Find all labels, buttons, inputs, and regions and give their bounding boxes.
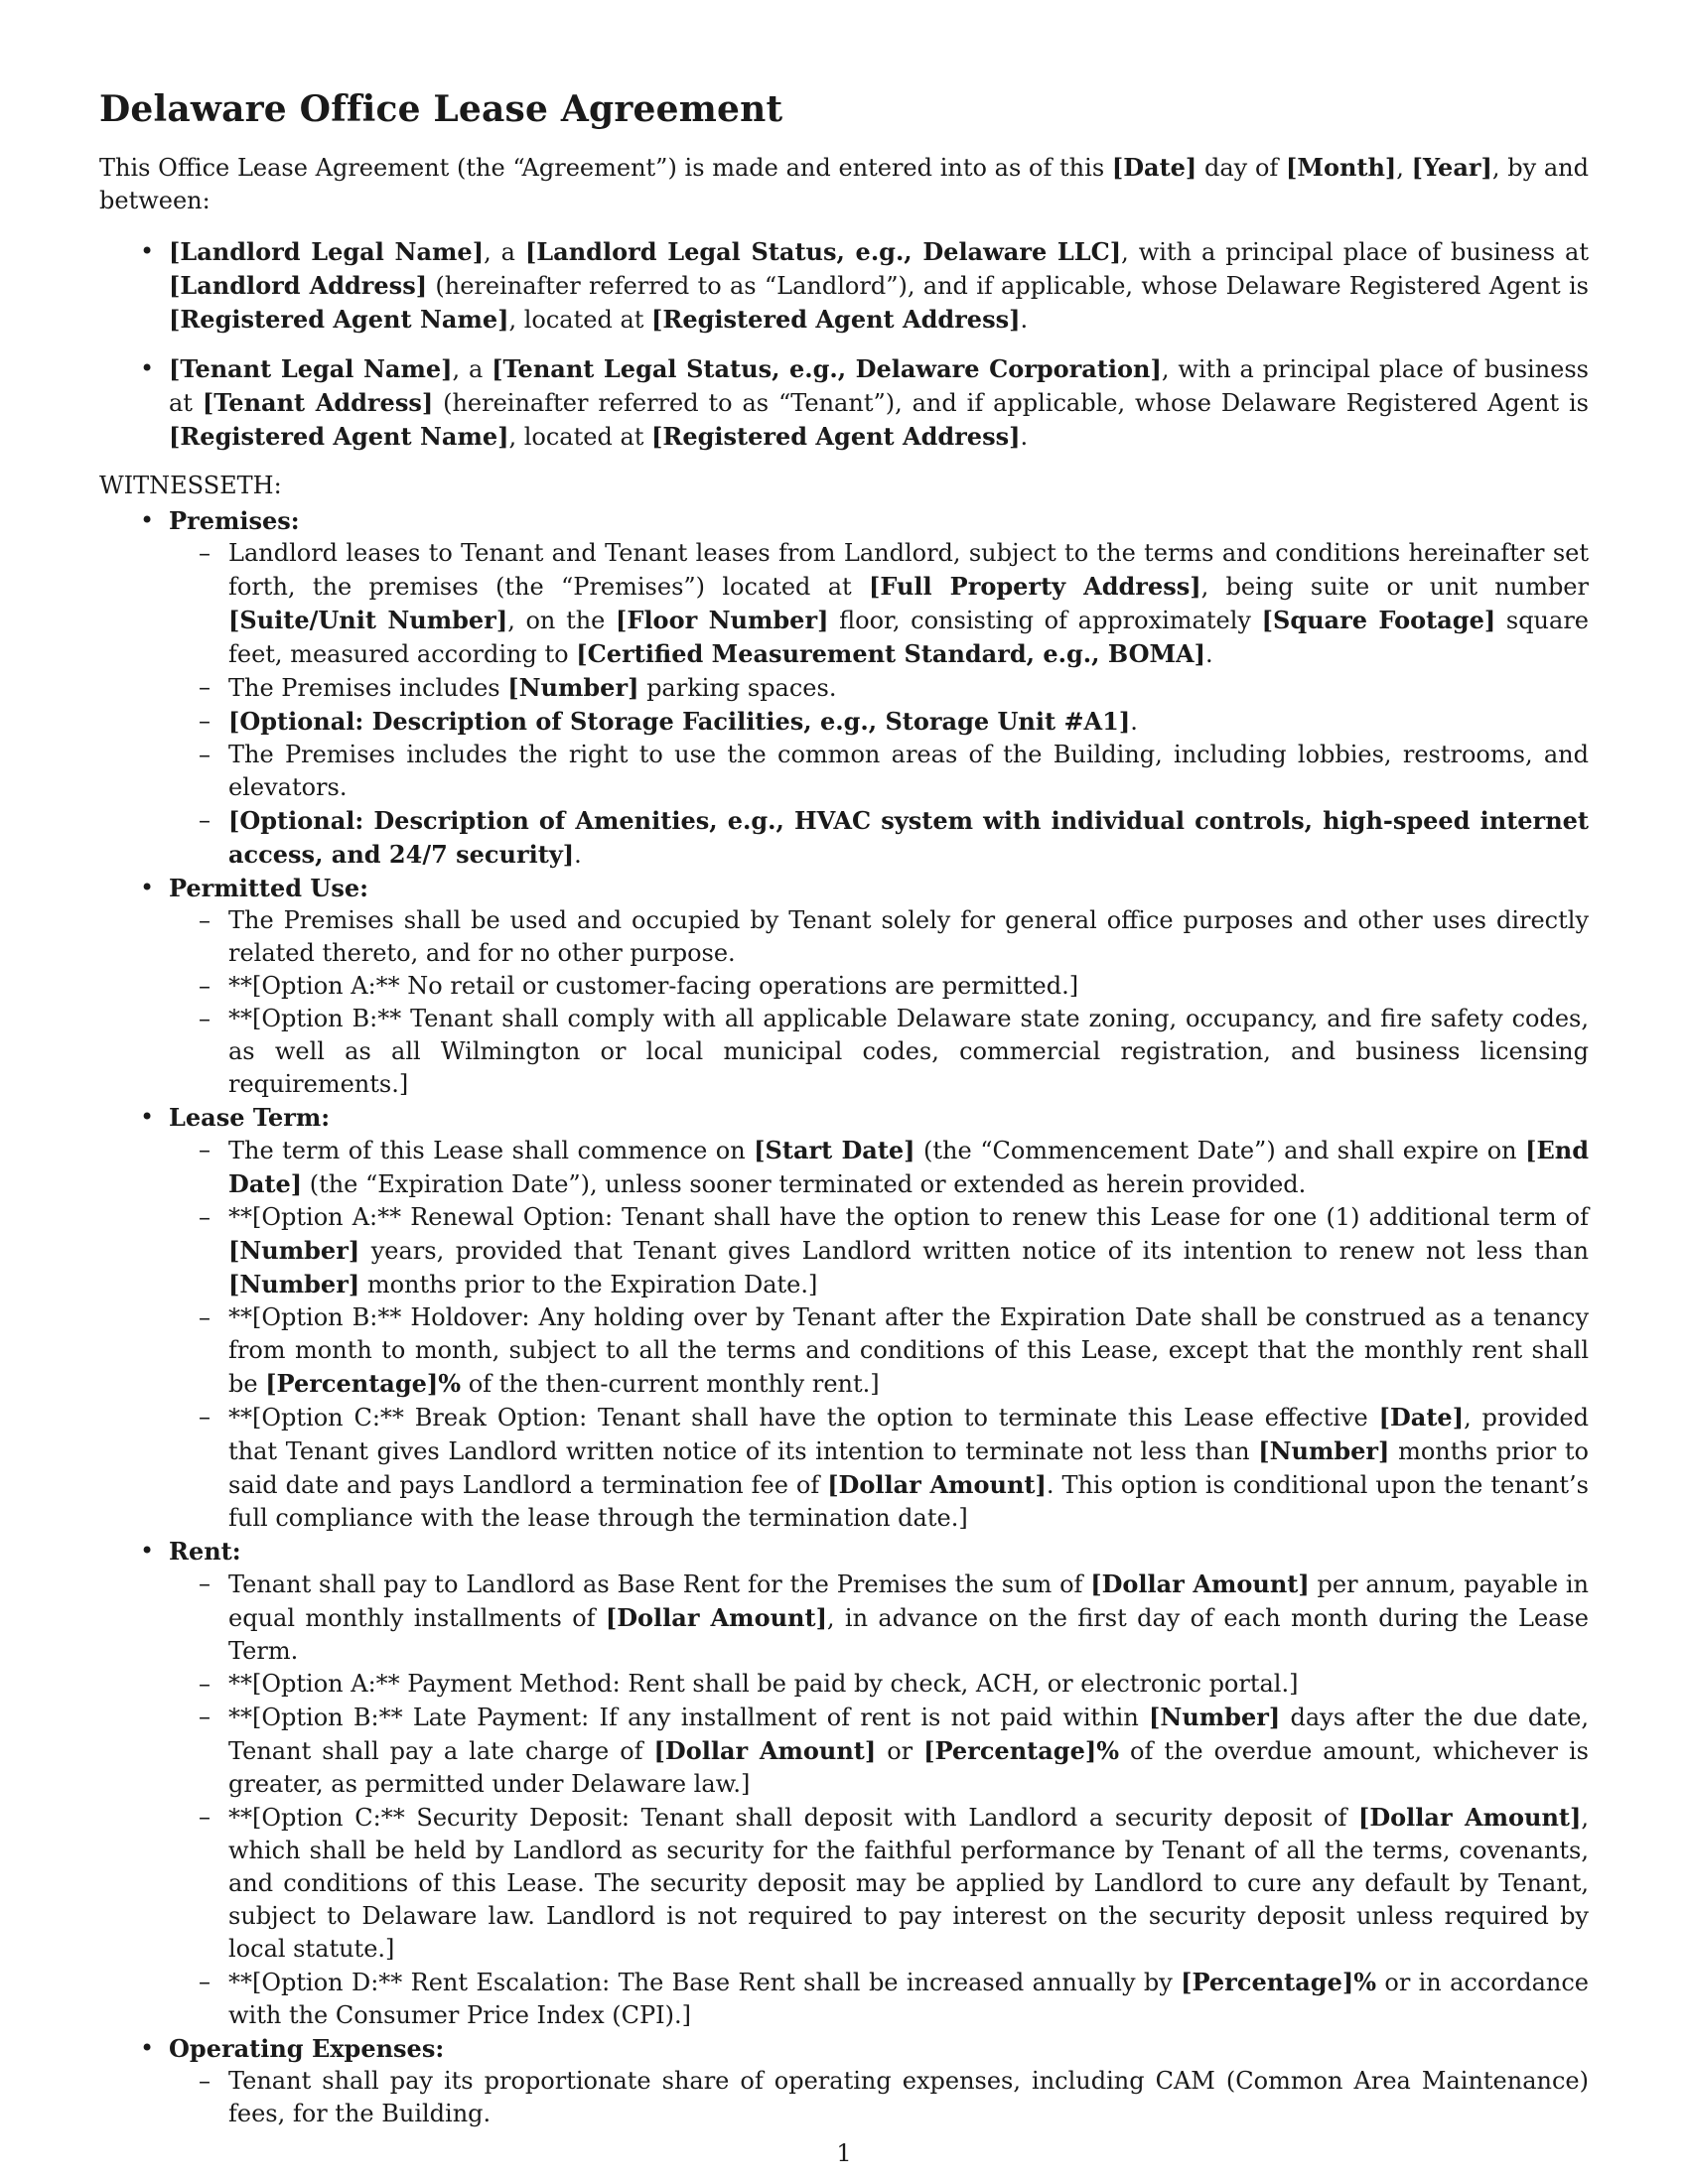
placeholder-field: [Landlord Legal Name] xyxy=(169,237,485,266)
placeholder-field: [Registered Agent Name] xyxy=(169,305,509,334)
placeholder-field: [Number] xyxy=(228,1236,360,1265)
placeholder-field: [Start Date] xyxy=(754,1136,915,1164)
placeholder-field: [Dollar Amount] xyxy=(653,1736,877,1765)
clause-item: – **[Option A:** No retail or customer-facing operations are permitted.] xyxy=(169,970,1589,1003)
placeholder-field: [Percentage]% xyxy=(1181,1968,1377,1996)
placeholder-field: [Year] xyxy=(1411,153,1492,182)
placeholder-field: [End Date] xyxy=(228,1136,1589,1198)
section-title: • Permitted Use: xyxy=(169,874,368,902)
placeholder-field: [Dollar Amount] xyxy=(827,1470,1047,1499)
page-number: 1 xyxy=(836,2139,852,2167)
section-title: • Rent: xyxy=(169,1537,241,1566)
placeholder-field: [Square Footage] xyxy=(1261,606,1496,634)
witnesseth-heading: WITNESSETH: xyxy=(99,472,282,499)
placeholder-field: [Number] xyxy=(1149,1703,1281,1731)
clause-item: – **[Option D:** Rent Escalation: The Base Rent shall be increased annually by [Percentage]% or in accordance with the Consumer Price Index (CPI).] xyxy=(169,1966,1589,2032)
clause-item: – Landlord leases to Tenant and Tenant leases from Landlord, subject to the terms and conditions hereinafter set forth, the premises (the “Premises”) located at [Full Property Address], being suite or unit number [Suite/Unit Number], on the [Floor Number] floor, consisting of approximately [Square Footage] square feet, measured according to [Certified Measurement Standard, e.g., BOMA]. xyxy=(169,537,1589,671)
intro-paragraph: This Office Lease Agreement (the “Agreement”) is made and entered into as of this [Date] day of [Month], [Year], by and between: xyxy=(99,153,1590,214)
clause-item: – **[Option A:** Renewal Option: Tenant shall have the option to renew this Lease for one (1) additional term of [Number] years, provided that Tenant gives Landlord written notice of its intention to renew not less than [Number] months prior to the Expiration Date.] xyxy=(169,1201,1589,1301)
clause-item: – **[Option B:** Holdover: Any holding over by Tenant after the Expiration Date shall be construed as a tenancy from month to month, subject to all the terms and conditions of this Lease, except that the monthly rent shall be [Percentage]% of the then-current monthly rent.] xyxy=(169,1301,1589,1401)
section-items xyxy=(169,1134,1589,1535)
clause-item: – The term of this Lease shall commence on [Start Date] (the “Commencement Date”) and shall expire on [End Date] (the “Expiration Date”), unless sooner terminated or extended as herein provided. xyxy=(169,1134,1589,1201)
placeholder-field: [Certified Measurement Standard, e.g., BOMA] xyxy=(576,639,1206,668)
clause-item: – **[Option B:** Tenant shall comply with all applicable Delaware state zoning, occupancy, and fire safety codes, as well as all Wilmington or local municipal codes, commercial registration, and business licensing requirements.] xyxy=(169,1003,1589,1101)
clause-item: – The Premises includes [Number] parking spaces. xyxy=(169,671,1589,705)
placeholder-field: [Registered Agent Address] xyxy=(651,305,1021,334)
placeholder-field: [Tenant Address] xyxy=(202,388,434,417)
placeholder-field: [Dollar Amount] xyxy=(1090,1570,1310,1598)
placeholder-field: [Percentage]% xyxy=(265,1369,462,1398)
clause-item: – Tenant shall pay its proportionate share of operating expenses, including CAM (Common Area Maintenance) fees, for the Building. xyxy=(169,2065,1589,2130)
placeholder-field: [Tenant Legal Name] xyxy=(169,354,453,383)
clause-item: – **[Option A:** Payment Method: Rent shall be paid by check, ACH, or electronic portal.] xyxy=(169,1668,1589,1701)
party-landlord: • [Landlord Legal Name], a [Landlord Legal Status, e.g., Delaware LLC], with a principal place of business at [Landlord Address] (hereinafter referred to as “Landlord”), and if applicable, whose Delaware Registered Agent is [Registered Agent Name], located at [Registered Agent Address]. xyxy=(99,235,1589,337)
section-items xyxy=(169,1568,1589,2032)
placeholder-field: [Date] xyxy=(1378,1403,1465,1432)
placeholder-field: [Month] xyxy=(1286,153,1397,182)
clause-item: – The Premises shall be used and occupied by Tenant solely for general office purposes and other uses directly related thereto, and for no other purpose. xyxy=(169,904,1589,970)
section-lease-term xyxy=(99,1101,1589,1535)
placeholder-field: [Registered Agent Name] xyxy=(169,422,509,451)
clause-item: – [Optional: Description of Amenities, e.g., HVAC system with individual controls, high-speed internet access, and 24/7 security]. xyxy=(169,804,1589,872)
placeholder-field: [Number] xyxy=(228,1270,360,1298)
section-title: • Operating Expenses: xyxy=(169,2034,445,2063)
placeholder-field: [Percentage]% xyxy=(923,1736,1119,1765)
document-title: Delaware Office Lease Agreement xyxy=(99,88,783,130)
document-page xyxy=(99,87,1589,2130)
section-title: • Premises: xyxy=(169,506,300,535)
placeholder-field: [Landlord Address] xyxy=(169,271,428,300)
placeholder-field: [Dollar Amount] xyxy=(1358,1803,1582,1832)
clause-item: – [Optional: Description of Storage Facilities, e.g., Storage Unit #A1]. xyxy=(169,705,1589,739)
clause-item: – **[Option C:** Break Option: Tenant shall have the option to terminate this Lease effective [Date], provided that Tenant gives Landlord written notice of its intention to terminate not less than [Number] months prior to said date and pays Landlord a termination fee of [Dollar Amount]. This option is conditional upon the tenant’s full compliance with the lease through the termination date.] xyxy=(169,1401,1589,1535)
clause-item: – **[Option C:** Security Deposit: Tenant shall deposit with Landlord a security deposit of [Dollar Amount], which shall be held by Landlord as security for the faithful performance by Tenant of all the terms, covenants, and conditions of this Lease. The security deposit may be applied by Landlord to cure any default by Tenant, subject to Delaware law. Landlord is not required to pay interest on the security deposit unless required by local statute.] xyxy=(169,1801,1589,1966)
placeholder-field: [Dollar Amount] xyxy=(605,1603,827,1632)
section-items xyxy=(169,2065,1589,2130)
section-rent xyxy=(99,1535,1589,2032)
placeholder-field: [Optional: Description of Storage Facilities, e.g., Storage Unit #A1] xyxy=(228,707,1131,736)
clause-item: – Tenant shall pay to Landlord as Base Rent for the Premises the sum of [Dollar Amount] per annum, payable in equal monthly installments of [Dollar Amount], in advance on the first day of each month during the Lease Term. xyxy=(169,1568,1589,1668)
placeholder-field: [Tenant Legal Status, e.g., Delaware Corporation] xyxy=(492,354,1162,383)
parties-list xyxy=(99,235,1589,454)
placeholder-field: [Suite/Unit Number] xyxy=(228,606,508,634)
section-permitted-use xyxy=(99,872,1589,1101)
placeholder-field: [Number] xyxy=(1258,1436,1390,1465)
section-title: • Lease Term: xyxy=(169,1103,331,1132)
placeholder-field: [Number] xyxy=(507,673,639,702)
section-premises xyxy=(99,504,1589,872)
placeholder-field: [Floor Number] xyxy=(616,606,829,634)
placeholder-field: [Landlord Legal Status, e.g., Delaware LLC] xyxy=(524,237,1122,266)
placeholder-field: [Registered Agent Address] xyxy=(651,422,1021,451)
sections-list xyxy=(99,504,1589,2130)
section-operating-expenses xyxy=(99,2032,1589,2130)
section-items xyxy=(169,537,1589,872)
placeholder-field: [Full Property Address] xyxy=(868,572,1201,601)
placeholder-field: [Date] xyxy=(1111,153,1197,182)
clause-item: – **[Option B:** Late Payment: If any installment of rent is not paid within [Number] days after the due date, Tenant shall pay a late charge of [Dollar Amount] or [Percentage]% of the overdue amount, whichever is greater, as permitted under Delaware law.] xyxy=(169,1701,1589,1801)
placeholder-field: [Optional: Description of Amenities, e.g., HVAC system with individual controls, high-speed internet access, and 24/7 security] xyxy=(228,806,1589,869)
party-tenant: • [Tenant Legal Name], a [Tenant Legal Status, e.g., Delaware Corporation], with a principal place of business at [Tenant Address] (hereinafter referred to as “Tenant”), and if applicable, whose Delaware Registered Agent is [Registered Agent Name], located at [Registered Agent Address]. xyxy=(99,352,1589,454)
section-items xyxy=(169,904,1589,1101)
clause-item: – The Premises includes the right to use the common areas of the Building, including lobbies, restrooms, and elevators. xyxy=(169,739,1589,804)
